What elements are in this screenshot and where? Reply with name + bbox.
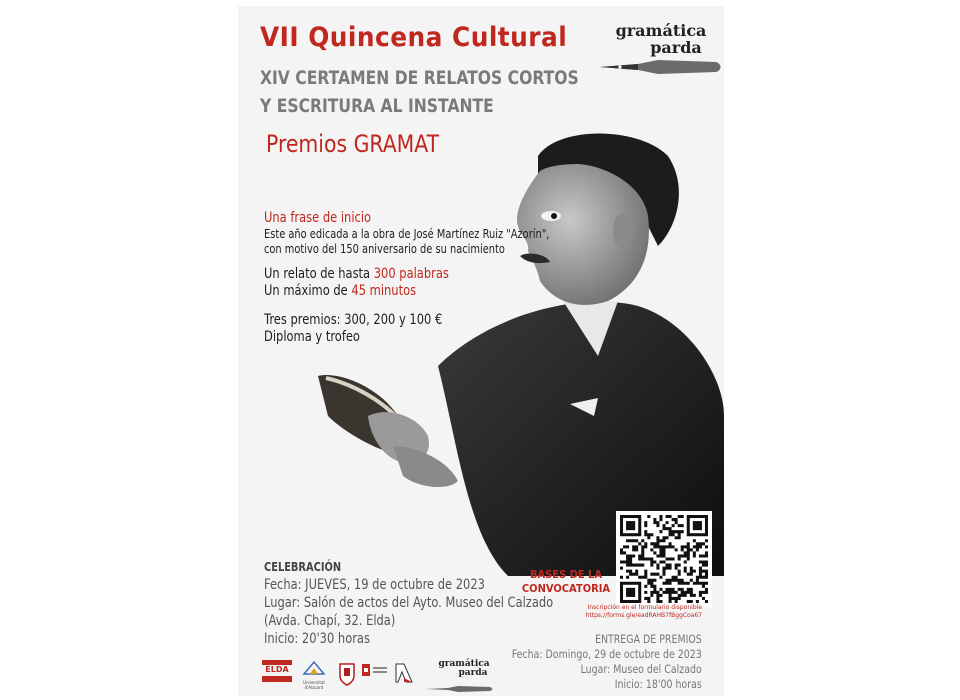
gramatica-parda-logo: [598, 22, 724, 82]
rule-time-value: 45 minutos: [351, 283, 417, 299]
celebration-start: Inicio: 20'30 horas: [264, 631, 370, 647]
culture-emblem-icon: [362, 660, 388, 680]
prizes-diploma: Diploma y trofeo: [264, 329, 360, 345]
prize-title: Premios GRAMAT: [266, 130, 440, 158]
bases-line-2: CONVOCATORIA: [521, 582, 611, 595]
rule-words: [264, 266, 449, 283]
award-place: Lugar: Museo del Calzado: [580, 662, 702, 676]
culture-logo: [362, 660, 388, 686]
shoe-icon: [394, 660, 414, 686]
form-info: [586, 604, 702, 620]
form-note: Inscripción en el formulario disponible: [587, 604, 702, 611]
rule-time-prefix: Un máximo de: [264, 283, 352, 299]
subtitle-line-2: Y ESCRITURA AL INSTANTE: [260, 95, 494, 117]
rule-words-value: 300 palabras: [373, 266, 449, 282]
rule-words-prefix: Un relato de hasta: [264, 266, 374, 282]
university-emblem-icon: [300, 660, 328, 676]
prizes-amounts: Tres premios: 300, 200 y 100 €: [264, 312, 443, 328]
university-logo-text: Universitat d'Alacant: [303, 680, 325, 690]
intro-heading: Una frase de inicio: [264, 210, 372, 226]
rule-time: [264, 283, 449, 300]
celebration-place: Lugar: Salón de actos del Ayto. Museo del Calzado: [264, 595, 554, 611]
qr-code[interactable]: [616, 511, 712, 607]
intro-block: [264, 210, 549, 257]
small-logo-word-1: gramática: [438, 659, 490, 669]
rules-block: [264, 266, 449, 300]
poster: [238, 6, 724, 696]
intro-line-2: con motivo del 150 aniversario de su nacimiento: [264, 242, 505, 256]
bases-line-1: BASES DE LA: [529, 568, 603, 581]
small-logo-word-2: parda: [458, 668, 488, 678]
logo-word-2: parda: [650, 38, 702, 57]
fountain-pen-icon: [598, 56, 724, 78]
author-photo: [308, 116, 724, 576]
celebration-block: [264, 558, 553, 648]
celebration-address: (Avda. Chapí, 32. Elda): [264, 613, 396, 629]
elda-logo-text: ELDA: [265, 665, 289, 674]
event-title: VII Quincena Cultural: [260, 22, 568, 53]
shoe-museum-logo: [394, 660, 414, 686]
crest-icon: [338, 660, 356, 686]
award-date: Fecha: Domingo, 29 de octubre de 2023: [511, 647, 702, 661]
event-subtitle: [260, 64, 579, 120]
award-heading: ENTREGA DE PREMIOS: [595, 632, 702, 646]
city-crest-logo: [338, 660, 356, 686]
form-url[interactable]: https://forms.gle/eadRAHB7fBggCoa67: [585, 612, 702, 619]
celebration-heading: CELEBRACIÓN: [264, 560, 342, 574]
logo-word-1: gramática: [615, 21, 707, 40]
elda-logo: [262, 660, 292, 686]
award-ceremony-block: [512, 632, 702, 692]
gramatica-parda-small-logo: [424, 660, 504, 686]
bases-label: [521, 568, 611, 596]
award-start: Inicio: 18'00 horas: [614, 677, 702, 691]
small-pen-icon: [424, 685, 494, 693]
university-logo: [300, 660, 328, 690]
prizes-block: [264, 312, 442, 346]
intro-line-1: Este año edicada a la obra de José Martínez Ruiz "Azorín",: [264, 227, 550, 241]
qr-code-icon: [620, 515, 708, 603]
celebration-date: Fecha: JUEVES, 19 de octubre de 2023: [264, 577, 485, 593]
subtitle-line-1: XIV CERTAMEN DE RELATOS CORTOS: [260, 67, 579, 89]
